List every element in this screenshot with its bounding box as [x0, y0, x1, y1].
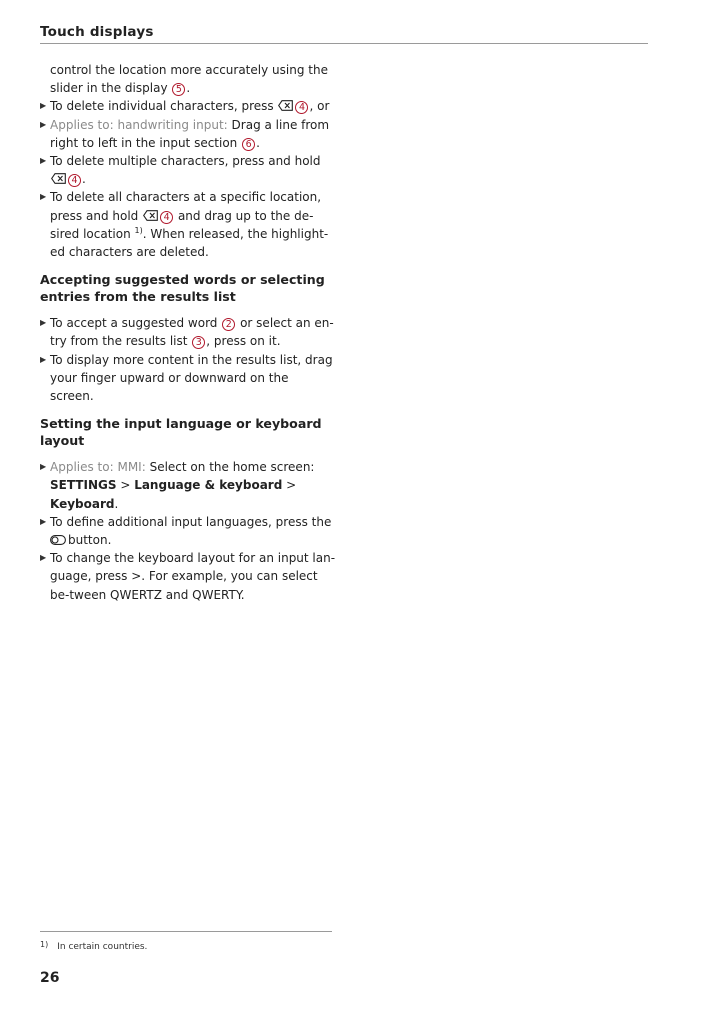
list-item: ▶ Applies to: handwriting input: Drag a line from right to left in the input section 6 . [40, 117, 330, 150]
page-number: 26 [40, 970, 60, 986]
main-column [40, 61, 336, 604]
list-item [40, 458, 336, 513]
menu-path-language-keyboard: Language & keyboard [134, 478, 283, 493]
all-text-c: . When released, the highlight-ed characters are deleted. [50, 226, 329, 260]
list-item: ▶ To delete multiple characters, press and hold 4 . [40, 154, 321, 187]
delete-key-icon [51, 173, 66, 184]
list-item [40, 549, 336, 604]
list-item [40, 97, 336, 115]
define-text: To define additional input languages, press the [50, 514, 332, 529]
applies-to-label: Applies to: MMI: [50, 460, 146, 475]
bullet-triangle-icon: ▶ [40, 516, 47, 526]
section-heading-language: Setting the input language or keyboard layout [40, 416, 322, 448]
more-text: To display more content in the results list, drag your finger upward or downward on the screen. [50, 352, 333, 404]
path-period: . [114, 496, 119, 511]
callout-4: 4 [295, 101, 308, 114]
bullet-triangle-icon: ▶ [40, 553, 47, 563]
bullet-triangle-icon: ▶ [40, 119, 47, 129]
bullet-triangle-icon: ▶ [40, 156, 47, 166]
delete-key-icon [278, 100, 293, 111]
continued-paragraph: control the location more accurately using the slider in the display 5 . [50, 63, 328, 96]
bullet-triangle-icon: ▶ [40, 354, 47, 364]
del-chars-or: , or [309, 99, 330, 114]
callout-4: 4 [68, 174, 81, 187]
footnote-mark: 1) [40, 940, 49, 949]
footnote [40, 940, 147, 952]
all-text-a: To delete all characters at a specific location, press and hold [50, 190, 322, 223]
cont-text: control the location more accurately using the slider in the display [50, 63, 328, 96]
bullet-triangle-icon: ▶ [40, 192, 47, 202]
mmi-text: Select on the home screen: [149, 460, 315, 475]
page-header: Touch displays [40, 24, 648, 44]
callout-5: 5 [172, 83, 185, 96]
path-separator: > [116, 478, 135, 493]
callout-6: 6 [242, 138, 255, 151]
menu-path-settings: SETTINGS [50, 478, 117, 493]
callout-3: 3 [192, 336, 205, 349]
list-item [40, 351, 336, 406]
accept-text-c: , press on it. [206, 334, 281, 349]
all-text-b: and drag up to the de-sired location [50, 208, 314, 241]
footnote-divider [40, 931, 332, 932]
define-button-text: button. [68, 533, 112, 548]
menu-path-keyboard: Keyboard [50, 496, 115, 511]
multi-text: To delete multiple characters, press and hold [50, 154, 321, 169]
list-item [40, 188, 336, 261]
callout-4: 4 [160, 211, 173, 224]
change-text: To change the keyboard layout for an input lan-guage, press >. For example, you can select be-tween QWERTZ and QWERTY. [50, 551, 336, 602]
footnote-ref: 1) [134, 225, 143, 235]
applies-to-label: Applies to: handwriting input: [50, 117, 228, 132]
bullet-triangle-icon: ▶ [40, 462, 47, 472]
delete-key-icon [143, 210, 158, 221]
accept-text-b: or select an en-try from the results list [50, 316, 334, 349]
section-heading-accept: Accepting suggested words or selecting entries from the results list [40, 272, 325, 304]
callout-2: 2 [222, 318, 235, 331]
bullet-triangle-icon: ▶ [40, 101, 47, 111]
path-separator: > [282, 478, 297, 493]
list-item [40, 314, 336, 350]
handwriting-text: Drag a line from right to left in the input section [50, 117, 330, 150]
toggle-switch-icon [50, 535, 66, 545]
del-chars-text: To delete individual characters, press [50, 99, 274, 114]
footnote-text: In certain countries. [57, 942, 148, 952]
bullet-triangle-icon: ▶ [40, 318, 47, 328]
accept-text-a: To accept a suggested word [50, 316, 218, 331]
list-item [40, 513, 336, 549]
